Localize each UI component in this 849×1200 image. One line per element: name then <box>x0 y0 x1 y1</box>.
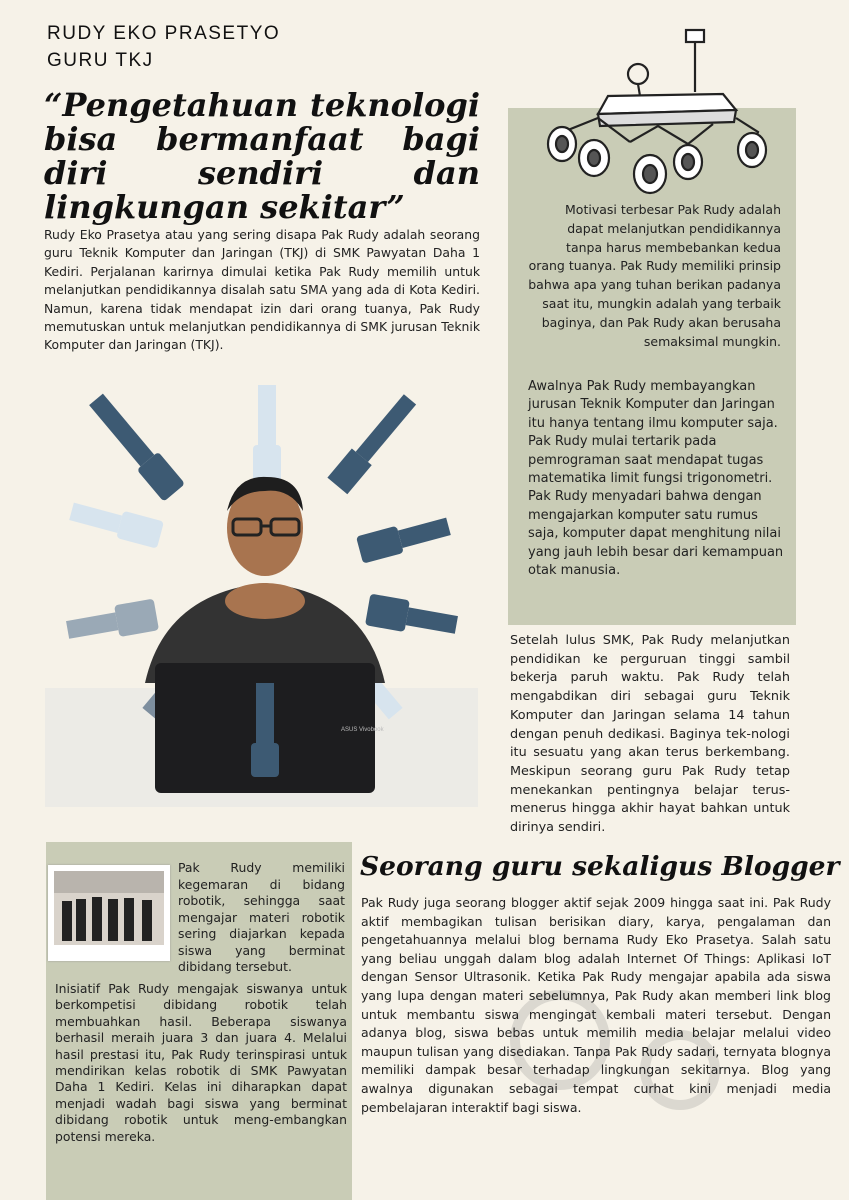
robotics-hobby-paragraph: Pak Rudy memiliki kegemaran di bidang robotik, sehingga saat mengajar materi robotik sering diajarkan kepada siswa yang berminat dibidang tersebut. <box>178 860 345 974</box>
robotics-initiative-paragraph: Inisiatif Pak Rudy mengajak siswanya untuk berkompetisi dibidang robotik telah membuahkan hasil. Beberapa siswanya berhasil meraih juara 3 dan juara 4. Melalui hasil prestasi itu, Pak Rudy terinspirasi untuk mendirikan kelas robotik di SMK Pawyatan Daha 1 Kediri. Kelas ini diharapkan dapat menjadi wadah bagi siswa yang berminat dibidang robotik untuk meng-embangkan potensi mereka. <box>55 981 347 1144</box>
rover-illustration <box>538 22 778 197</box>
intro-paragraph: Rudy Eko Prasetya atau yang sering disapa Pak Rudy adalah seorang guru Teknik Komputer dan Jaringan (TKJ) di SMK Pawyatan Daha 1 Kediri. Perjalanan karirnya dimulai ketika Pak Rudy memilih untuk melanjutkan pendidikannya disalah satu SMA yang ada di Kota Kediri. Namun, karena tidak mendapat izin dari orang tuanya, Pak Rudy memutuskan untuk melanjutkan pendidikannya di SMK jurusan Teknik Komputer dan Jaringan (TKJ). <box>44 227 480 353</box>
motivation-paragraph: Motivasi terbesar Pak Rudy adalah dapat melanjutkan pendidikannya tanpa harus membebankan kedua orang tuanya. Pak Rudy memiliki prinsip bahwa apa yang tuhan berikan padanya saat itu, mungkin adalah yang terbaik baginya, dan Pak Rudy akan berusaha semaksimal mungkin. <box>528 202 781 349</box>
author-name: RUDY EKO PRASETYO <box>47 23 281 44</box>
article-header <box>47 20 280 74</box>
blog-paragraph: Pak Rudy juga seorang blogger aktif sejak 2009 hingga saat ini. Pak Rudy aktif membagikan tulisan berisikan diary, karya, pengalaman dan pengetahuannya melalui blog bernama Rudy Eko Prasetya. Salah satu yang beliau unggah dalam blog adalah Internet Of Things: Aplikasi IoT dengan Sensor Ultrasonik. Ketika Pak Rudy mengajar apabila ada siswa yang lupa dengan materi sebelumnya, Pak Rudy akan memberi link blog untuk membantu siswa mengingat kembali materi tersebut. Dengan adanya blog, siswa bebas untuk memilih media belajar melalui video maupun tulisan yang disediakan. Tanpa Pak Rudy sadari, ternyata blognya memiliki dampak besar terhadap lingkungan sekitarnya. Blog yang awalnya digunakan sebagai tempat curhat kini menjadi media pembelajaran interaktif bagi siswa. <box>361 895 831 1115</box>
blog-section-title: Seorang guru sekaligus Blogger <box>360 851 840 882</box>
robotics-team-photo <box>48 865 170 961</box>
career-paragraph: Setelah lulus SMK, Pak Rudy melanjutkan pendidikan ke perguruan tinggi sambil bekerja paruh waktu. Pak Rudy telah mengabdikan diri sebagai guru Teknik Komputer dan Jaringan selama 14 tahun dengan penuh dedikasi. Baginya tek-nologi itu sesuatu yang akan terus berkembang. Meskipun seorang guru Pak Rudy tetap menekankan pentingnya belajar terus-menerus hingga akhir hayat bahkan untuk dirinya sendiri. <box>510 633 790 836</box>
author-role: GURU TKJ <box>47 50 154 71</box>
teacher-photo-collage <box>45 383 478 807</box>
interest-paragraph: Awalnya Pak Rudy membayangkan jurusan Teknik Komputer dan Jaringan itu hanya tentang ilmu komputer saja. Pak Rudy mulai tertarik pada pemrograman saat mendapat tugas matematika limit fungsi trigonometri. Pak Rudy menyadari bahwa dengan mengajarkan komputer satu rumus saja, komputer dapat menghitung nilai yang jauh lebih besar dari kemampuan otak manusia. <box>528 379 784 579</box>
pull-quote: “Pengetahuan teknologi bisa bermanfaat bagi diri sendiri dan lingkungan sekitar” <box>44 86 480 226</box>
teacher-figure <box>145 477 385 683</box>
laptop-brand: ASUS Vivobook <box>341 727 384 733</box>
